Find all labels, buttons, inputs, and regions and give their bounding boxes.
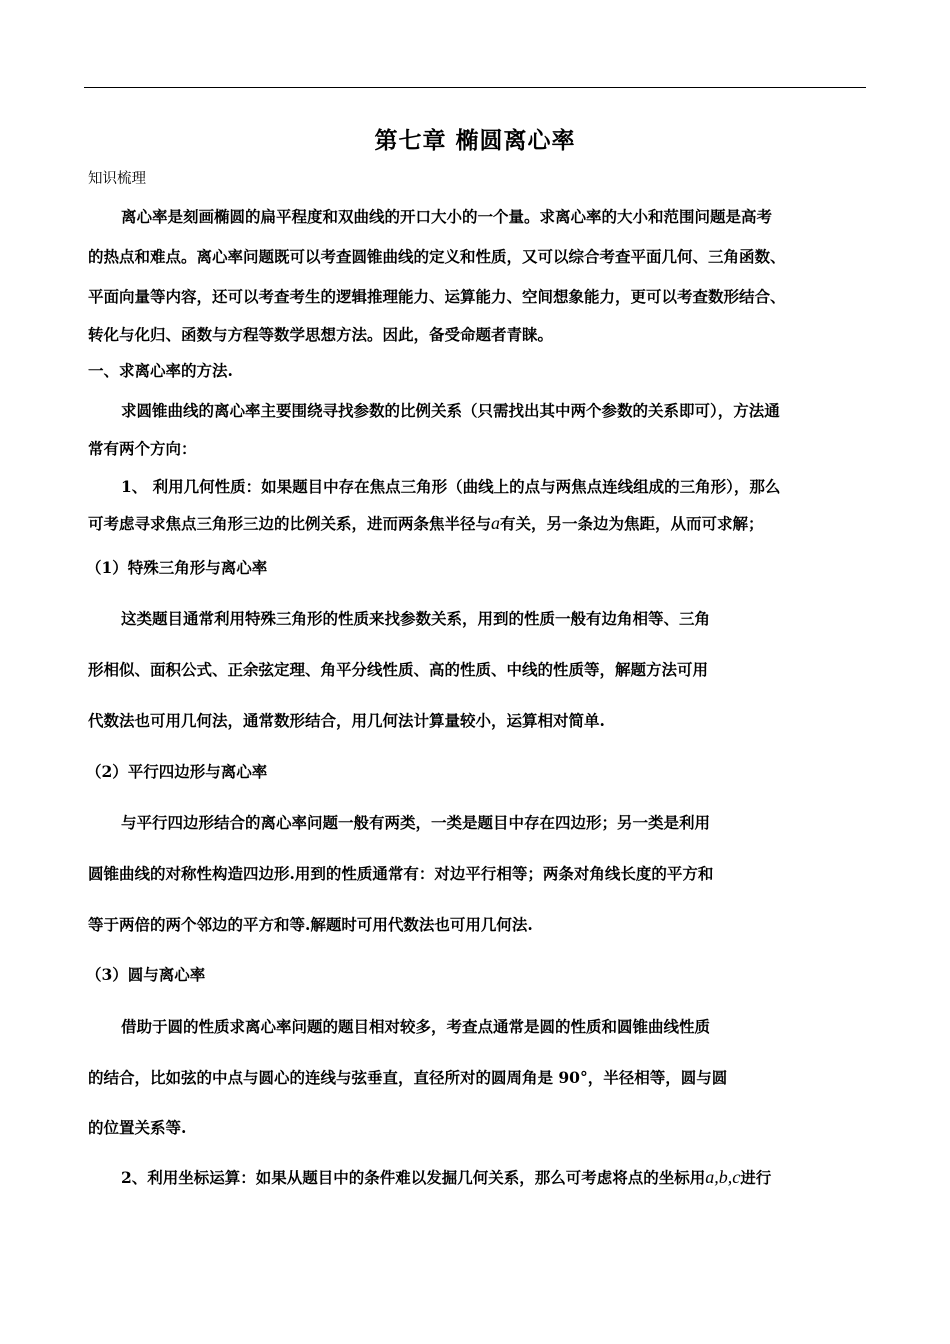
subheading-parallelogram: （2）平行四边形与离心率: [86, 762, 268, 781]
heading-methods: 一、求离心率的方法.: [88, 361, 233, 380]
parallelogram-line-1: 与平行四边形结合的离心率问题一般有两类，一类是题目中存在四边形；另一类是利用: [121, 813, 711, 832]
intro-line-3: 平面向量等内容，还可以考查考生的逻辑推理能力、运算能力、空间想象能力，更可以考查数形结合、: [88, 287, 786, 306]
method-2-line-1: [121, 1166, 771, 1188]
method-1-line-1: 1、 利用几何性质：如果题目中存在焦点三角形（曲线上的点与两焦点连线组成的三角形），那么: [121, 477, 781, 496]
variables-abc: a,b,c: [705, 1167, 741, 1187]
section-label: 知识梳理: [88, 171, 146, 187]
subheading-circle: （3）圆与离心率: [86, 965, 206, 984]
method-1-text-a: 可考虑寻求焦点三角形三边的比例关系，进而两条焦半径与: [88, 514, 492, 533]
intro-line-1: 离心率是刻画椭圆的扁平程度和双曲线的开口大小的一个量。求离心率的大小和范围问题是高考: [121, 207, 773, 226]
method-2-text-a: 2、利用坐标运算：如果从题目中的条件难以发掘几何关系，那么可考虑将点的坐标用: [121, 1168, 706, 1187]
special-triangle-line-2: 形相似、面积公式、正余弦定理、角平分线性质、高的性质、中线的性质等，解题方法可用: [88, 660, 709, 679]
special-triangle-line-1: 这类题目通常利用特殊三角形的性质来找参数关系，用到的性质一般有边角相等、三角: [121, 609, 711, 628]
method-intro-line-1: 求圆锥曲线的离心率主要围绕寻找参数的比例关系（只需找出其中两个参数的关系即可），方法通: [121, 401, 780, 420]
parallelogram-line-2: 圆锥曲线的对称性构造四边形.用到的性质通常有：对边平行相等；两条对角线长度的平方和: [88, 864, 714, 883]
intro-line-4: 转化与化归、函数与方程等数学思想方法。因此，备受命题者青睐。: [88, 325, 554, 344]
special-triangle-line-3: 代数法也可用几何法，通常数形结合，用几何法计算量较小，运算相对简单.: [88, 711, 605, 730]
circle-line-2: 的结合，比如弦的中点与圆心的连线与弦垂直，直径所对的圆周角是 90°，半径相等，圆与圆: [88, 1068, 728, 1087]
method-1-text-b: 有关，另一条边为焦距，从而可求解；: [500, 514, 764, 533]
subheading-special-triangle: （1）特殊三角形与离心率: [86, 558, 268, 577]
intro-line-2: 的热点和难点。离心率问题既可以考查圆锥曲线的定义和性质，又可以综合考查平面几何、三角函数、: [88, 247, 786, 266]
method-1-line-2: [88, 512, 764, 534]
method-intro-line-2: 常有两个方向：: [88, 439, 197, 458]
page-title: 第七章 椭圆离心率: [374, 127, 576, 154]
variable-a: a: [491, 513, 501, 533]
method-2-text-b: 进行: [740, 1168, 772, 1187]
parallelogram-line-3: 等于两倍的两个邻边的平方和等.解题时可用代数法也可用几何法.: [88, 915, 533, 934]
circle-line-1: 借助于圆的性质求离心率问题的题目相对较多，考查点通常是圆的性质和圆锥曲线性质: [121, 1017, 711, 1036]
header-rule: [84, 87, 866, 88]
circle-line-3: 的位置关系等.: [88, 1118, 187, 1137]
